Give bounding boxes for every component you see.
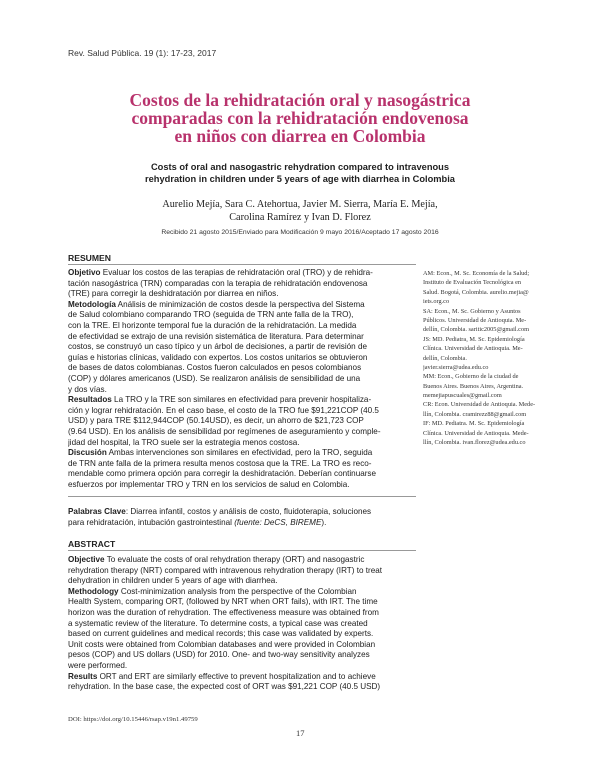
run-text: ). xyxy=(321,517,327,527)
run-text: rehydration therapy (NRT) compared with intravenous rehydration therapy (IRT) to treat xyxy=(68,565,383,575)
run-label: Objetivo xyxy=(68,268,101,277)
text-line xyxy=(68,629,416,640)
text-line xyxy=(68,469,416,480)
affiliation-line: iets.org.co xyxy=(423,298,450,306)
resumen-divider xyxy=(68,264,416,265)
run-text: Evaluar los costos de las terapias de rehidratación oral (TRO) y de rehidra- xyxy=(100,268,373,277)
text-line xyxy=(68,619,416,630)
run-text: mendable como primera opción para corregir la deshidratación. Deberían continuarse xyxy=(68,469,377,479)
affiliation-line: IF: MD. Pediatra. M. Sc. Epidemiología xyxy=(423,420,525,428)
run-text: ORT and ERT are similarly effective to prevent hospitalization and to achieve xyxy=(97,671,376,681)
run-label: Palabras Clave xyxy=(68,507,126,516)
run-text: Cost-minimization analysis from the perspective of the Colombian xyxy=(118,586,357,596)
run-text: esfuerzos por implementar TRO y TRN en los servicios de salud en Colombia. xyxy=(68,479,350,489)
affiliation-line: SA: Econ., M. Sc. Gobierno y Asuntos xyxy=(423,307,521,315)
run-label: Objective xyxy=(68,555,105,564)
abstract-divider xyxy=(68,550,416,551)
authors xyxy=(80,198,520,224)
resumen-heading: RESUMEN xyxy=(68,253,111,263)
text-line xyxy=(68,300,416,311)
text-line xyxy=(68,459,416,470)
run-text: Ambas intervenciones son similares en efectividad, pero la TRO, seguida xyxy=(106,448,373,458)
run-text: USD) y para TRE $112,944COP (50.14USD), es decir, un ahorro de $21,723 COP xyxy=(68,416,364,426)
run-text: Health System, comparing ORT, (followed by NRT when ORT fails), with IRT. The time xyxy=(68,597,378,607)
text-line xyxy=(68,289,416,300)
run-text: pesos (COP) and US dollars (USD) for 2010. One- and two-way sensitivity analyzes xyxy=(68,650,370,660)
text-line xyxy=(68,507,416,518)
affiliation-line: llín, Colombia. cramirezz88@gmail.com xyxy=(423,410,527,418)
affiliation-line: Clínica. Universidad de Antioquia. Me- xyxy=(423,345,523,353)
abstract-body xyxy=(68,555,416,693)
text-line xyxy=(68,395,416,406)
title-spanish-line: Costos de la rehidratación oral y nasogástrica xyxy=(129,90,471,110)
run-text: para rehidratación, intubación gastrointestinal xyxy=(68,517,235,527)
authors-line: Carolina Ramírez y Ivan D. Florez xyxy=(229,212,371,223)
text-line xyxy=(68,576,416,587)
resumen-body xyxy=(68,268,416,490)
page-number: 17 xyxy=(296,728,305,738)
text-line xyxy=(68,406,416,417)
title-spanish-line: comparadas con la rehidratación endovenosa xyxy=(131,108,469,128)
text-line xyxy=(68,682,416,693)
affiliation-line: CR: Econ. Universidad de Antioquia. Mede- xyxy=(423,401,536,409)
run-italic: (fuente: DeCS, BIREME xyxy=(234,517,322,527)
keywords-divider xyxy=(68,496,416,497)
title-spanish-line: en niños con diarrea en Colombia xyxy=(174,126,426,146)
run-text: Unit costs were obtained from Colombian databases and were provided in Colombian xyxy=(68,639,376,649)
text-line xyxy=(68,363,416,374)
affiliation-line: Buenos Aires. Buenos Aires, Argentina. xyxy=(423,382,524,390)
title-english-line: rehydration in children under 5 years of age with diarrhea in Colombia xyxy=(145,174,455,184)
run-label: Resultados xyxy=(68,395,112,405)
text-line xyxy=(68,374,416,385)
run-text: (COP) y dólares americanos (USD). Se realizaron análisis de sensibilidad de una xyxy=(68,373,361,383)
text-line xyxy=(68,661,416,672)
text-line xyxy=(68,385,416,396)
affiliation-line: Instituto de Evaluación Tecnológica en xyxy=(423,279,522,287)
run-text: de efectividad se extrajo de una revisión sistemática de literatura. Para determinar xyxy=(68,331,364,341)
run-text: rehydration. In the base case, the expected cost of ORT was $91,221 COP (40.5 USD) xyxy=(68,682,381,692)
title-english xyxy=(60,161,540,185)
text-line xyxy=(68,672,416,683)
run-text: de bases de datos colombianas. Costos fueron calculados en pesos colombianos xyxy=(68,363,362,373)
affiliation-line: dellín, Colombia. xyxy=(423,354,467,362)
text-line xyxy=(68,321,416,332)
text-line xyxy=(68,518,416,529)
text-line xyxy=(68,640,416,651)
run-text: guías e historias clínicas, validado con expertos. Los costos unitarios se obtuvieron xyxy=(68,352,368,362)
text-line xyxy=(68,268,416,279)
text-line xyxy=(68,427,416,438)
doi-link[interactable]: DOI: https://doi.org/10.15446/rsap.v19n1.49759 xyxy=(68,716,198,723)
text-line xyxy=(68,448,416,459)
title-english-line: Costs of oral and nasogastric rehydration compared to intravenous xyxy=(150,162,450,172)
keywords-spanish xyxy=(68,507,416,528)
text-line xyxy=(68,310,416,321)
run-label: Methodology xyxy=(68,586,119,596)
affiliation-line: Salud. Bogotá, Colombia. aurelio.mejia@ xyxy=(423,288,529,296)
affiliation-line: Clínica. Universidad de Antioquia. Mede- xyxy=(423,429,529,437)
run-text: dehydration in children under 5 years of age with diarrhea. xyxy=(68,576,278,586)
run-text: ción y lograr rehidratación. En el caso base, el costo de la TRO fue $91,221COP (40.5 xyxy=(68,405,379,415)
text-line xyxy=(68,650,416,661)
affiliation-line: AM: Econ., M. Sc. Economía de la Salud; xyxy=(423,270,530,277)
text-line xyxy=(68,342,416,353)
run-text: costos, se construyó un caso típico y un árbol de decisiones, a partir de revisión de xyxy=(68,342,367,352)
run-text: La TRO y la TRE son similares en efectividad para prevenir hospitaliza- xyxy=(111,395,372,405)
run-text: de TRN ante falla de la primera resulta menos costosa que la TRE. La TRO es reco- xyxy=(68,458,372,468)
title-spanish xyxy=(60,91,540,145)
author-affiliations xyxy=(423,269,553,447)
run-text: were performed. xyxy=(68,660,128,670)
text-line xyxy=(68,438,416,449)
affiliation-line: MM: Econ., Gobierno de la ciudad de xyxy=(423,373,519,381)
text-line xyxy=(68,279,416,290)
affiliation-line: dellín, Colombia. saritic2005@gmail.com xyxy=(423,326,530,334)
run-text: a systematic review of the literature. To determine costs, a typical case was created xyxy=(68,618,368,628)
affiliation-line: JS: MD. Pediatra, M. Sc. Epidemiología xyxy=(423,335,525,343)
affiliation-line: llín, Colombia. ivan.florez@udea.edu.co xyxy=(423,439,526,447)
text-line xyxy=(68,480,416,491)
text-line xyxy=(68,608,416,619)
affiliation-line: memejiapuscuales@gmail.com xyxy=(423,392,502,400)
authors-line: Aurelio Mejía, Sara C. Atehortua, Javier M. Sierra, María E. Mejía, xyxy=(162,199,438,210)
run-text: horizon was the duration of rehydration. The effectiveness measure was obtained from xyxy=(68,607,379,617)
received-dates: Recibido 21 agosto 2015/Enviado para Modificación 9 mayo 2016/Aceptado 17 agosto 2016 xyxy=(161,229,439,236)
text-line xyxy=(68,587,416,598)
text-line xyxy=(68,555,416,566)
run-label: Results xyxy=(68,671,98,681)
run-text: tación nasogástrica (TRN) comparadas con la terapia de rehidratación endovenosa xyxy=(68,278,368,288)
run-text: y dos vías. xyxy=(68,384,107,394)
text-line xyxy=(68,597,416,608)
run-text: (TRE) para corregir la deshidratación por diarrea en niños. xyxy=(68,289,279,299)
run-text: based on current guidelines and medical records; this case was validated by experts. xyxy=(68,629,374,639)
text-line xyxy=(68,566,416,577)
journal-citation: Rev. Salud Pública. 19 (1): 17-23, 2017 xyxy=(68,48,217,58)
text-line xyxy=(68,353,416,364)
affiliation-line: javier.sierra@udea.edu.co xyxy=(423,363,489,371)
run-label: Metodología xyxy=(68,299,116,309)
abstract-heading: ABSTRACT xyxy=(68,539,116,549)
run-text: To evaluate the costs of oral rehydration therapy (ORT) and nasogastric xyxy=(104,555,365,564)
run-text: Análisis de minimización de costos desde la perspectiva del Sistema xyxy=(115,299,365,309)
run-text: : Diarrea infantil, costos y análisis de costo, fluidoterapia, soluciones xyxy=(125,507,372,516)
run-text: de Salud colombiano comparando TRO (seguida de TRN ante falla de la TRO), xyxy=(68,310,354,320)
run-text: jidad del hospital, la TRO suele ser la estrategia menos costosa. xyxy=(68,437,300,447)
text-line xyxy=(68,332,416,343)
run-text: (9.64 USD). En los análisis de sensibilidad por regímenes de aseguramiento y comple- xyxy=(68,426,381,436)
affiliation-line: Públicos. Universidad de Antioquia. Me- xyxy=(423,316,527,324)
text-line xyxy=(68,416,416,427)
run-label: Discusión xyxy=(68,448,107,458)
run-text: con la TRE. El horizonte temporal fue la duración de la rehidratación. La medida xyxy=(68,320,357,330)
